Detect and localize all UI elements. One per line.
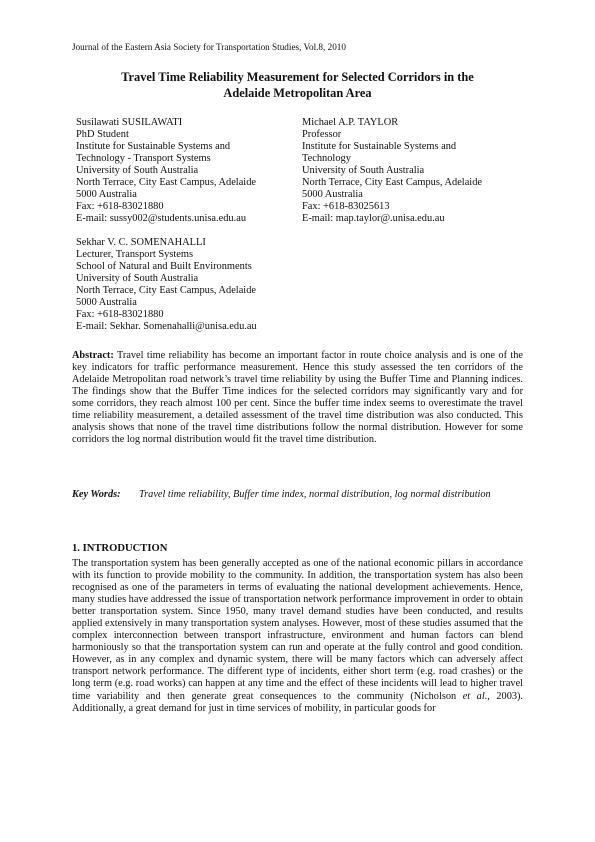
author-affiliation: Institute for Sustainable Systems and: [76, 141, 231, 152]
keywords-label: Key Words:: [72, 489, 121, 500]
author-postcode: 5000 Australia: [76, 297, 137, 308]
author-address: North Terrace, City East Campus, Adelaide: [76, 177, 257, 188]
author-email: E-mail: map.taylor@.unisa.edu.au: [302, 213, 445, 224]
author-fax: Fax: +618-83021880: [76, 201, 164, 212]
paper-title: [72, 70, 523, 101]
author-block-1: [76, 117, 256, 225]
author-block-3: [76, 237, 257, 333]
intro-citation-italic: et al.: [462, 690, 488, 702]
author-email: E-mail: sussy002@students.unisa.edu.au: [76, 213, 247, 224]
author-address: North Terrace, City East Campus, Adelaide: [76, 285, 257, 296]
title-line-1: Travel Time Reliability Measurement for Selected Corridors in the: [121, 70, 474, 84]
author-postcode: 5000 Australia: [76, 189, 137, 200]
intro-text: The transportation system has been generally accepted as one of the national economic pillars in accordance with its function to provide mobility to the community. In addition, the transportation system has also been recognised as one of the parameters in terms of evaluating the national development achievements. Hence, many studies have addressed the issue of transportation network performance improvement in order to obtain better transportation system. Since 1950, many travel demand studies have been conducted, and results applied extensively in many transportation system analyses. However, most of these studies assumed that the complex interconnection between transport infrastructure, environment and human factors can blend harmoniously so that the transportation system can run and operate at the fully control and good condition. However, as in any complex and dynamic system, there will be many factors which can adversely affect transport network performance. The different type of incidents, either short term (e.g. road crashes) or the long term (e.g. road works) can happen at any time and the effect of these incidents will lead to higher travel time variability and then generate great consequences to the community (Nicholson: [72, 558, 523, 702]
author-fax: Fax: +618-83021880: [76, 309, 164, 320]
author-affiliation-cont: Technology - Transport Systems: [76, 153, 211, 164]
intro-text-cont: , 2003). Additionally, a great demand for just in time services of mobility, in particular goods for: [72, 690, 523, 714]
abstract-label: Abstract:: [72, 350, 114, 361]
abstract: [72, 350, 523, 446]
author-university: University of South Australia: [302, 165, 425, 176]
author-affiliation: Institute for Sustainable Systems and: [302, 141, 457, 152]
introduction-paragraph: [72, 558, 523, 715]
author-position: Professor: [302, 129, 342, 140]
author-fax: Fax: +618-83025613: [302, 201, 390, 212]
author-name: Michael A.P. TAYLOR: [302, 117, 399, 128]
journal-header: Journal of the Eastern Asia Society for Transportation Studies, Vol.8, 2010: [72, 42, 346, 52]
title-line-2: Adelaide Metropolitan Area: [223, 85, 372, 100]
author-name: Sekhar V. C. SOMENAHALLI: [76, 237, 206, 248]
author-block-2: [302, 117, 482, 225]
author-university: University of South Australia: [76, 273, 199, 284]
author-affiliation: School of Natural and Built Environments: [76, 261, 252, 272]
keywords-terms: Travel time reliability, Buffer time index, normal distribution, log normal distribution: [139, 489, 491, 500]
author-position: Lecturer, Transport Systems: [76, 249, 194, 260]
author-address: North Terrace, City East Campus, Adelaide: [302, 177, 483, 188]
author-position: PhD Student: [76, 129, 129, 140]
abstract-text: Travel time reliability has become an important factor in route choice analysis and is one of the key indicators for traffic performance measurement. Hence this study assessed the ten corridors of the Adelaide Metropolitan road network’s travel time reliability by using the Buffer Time and Planning indices. The findings show that the Buffer Time indices for the selected corridors may significantly vary and for some corridors, they reach almost 100 per cent. Since the buffer time index seems to overestimate the travel time reliability measurement, a detailed assessment of the travel time distribution was also conducted. This analysis shows that none of the travel time distributions follow the normal distribution. However for some corridors the log normal distribution would fit the travel time distribution.: [72, 350, 523, 446]
author-email: E-mail: Sekhar. Somenahalli@unisa.edu.au: [76, 321, 257, 332]
section-heading: 1. INTRODUCTION: [72, 543, 168, 554]
author-affiliation-cont: Technology: [302, 153, 351, 164]
author-name: Susilawati SUSILAWATI: [76, 117, 183, 128]
author-postcode: 5000 Australia: [302, 189, 363, 200]
author-university: University of South Australia: [76, 165, 199, 176]
